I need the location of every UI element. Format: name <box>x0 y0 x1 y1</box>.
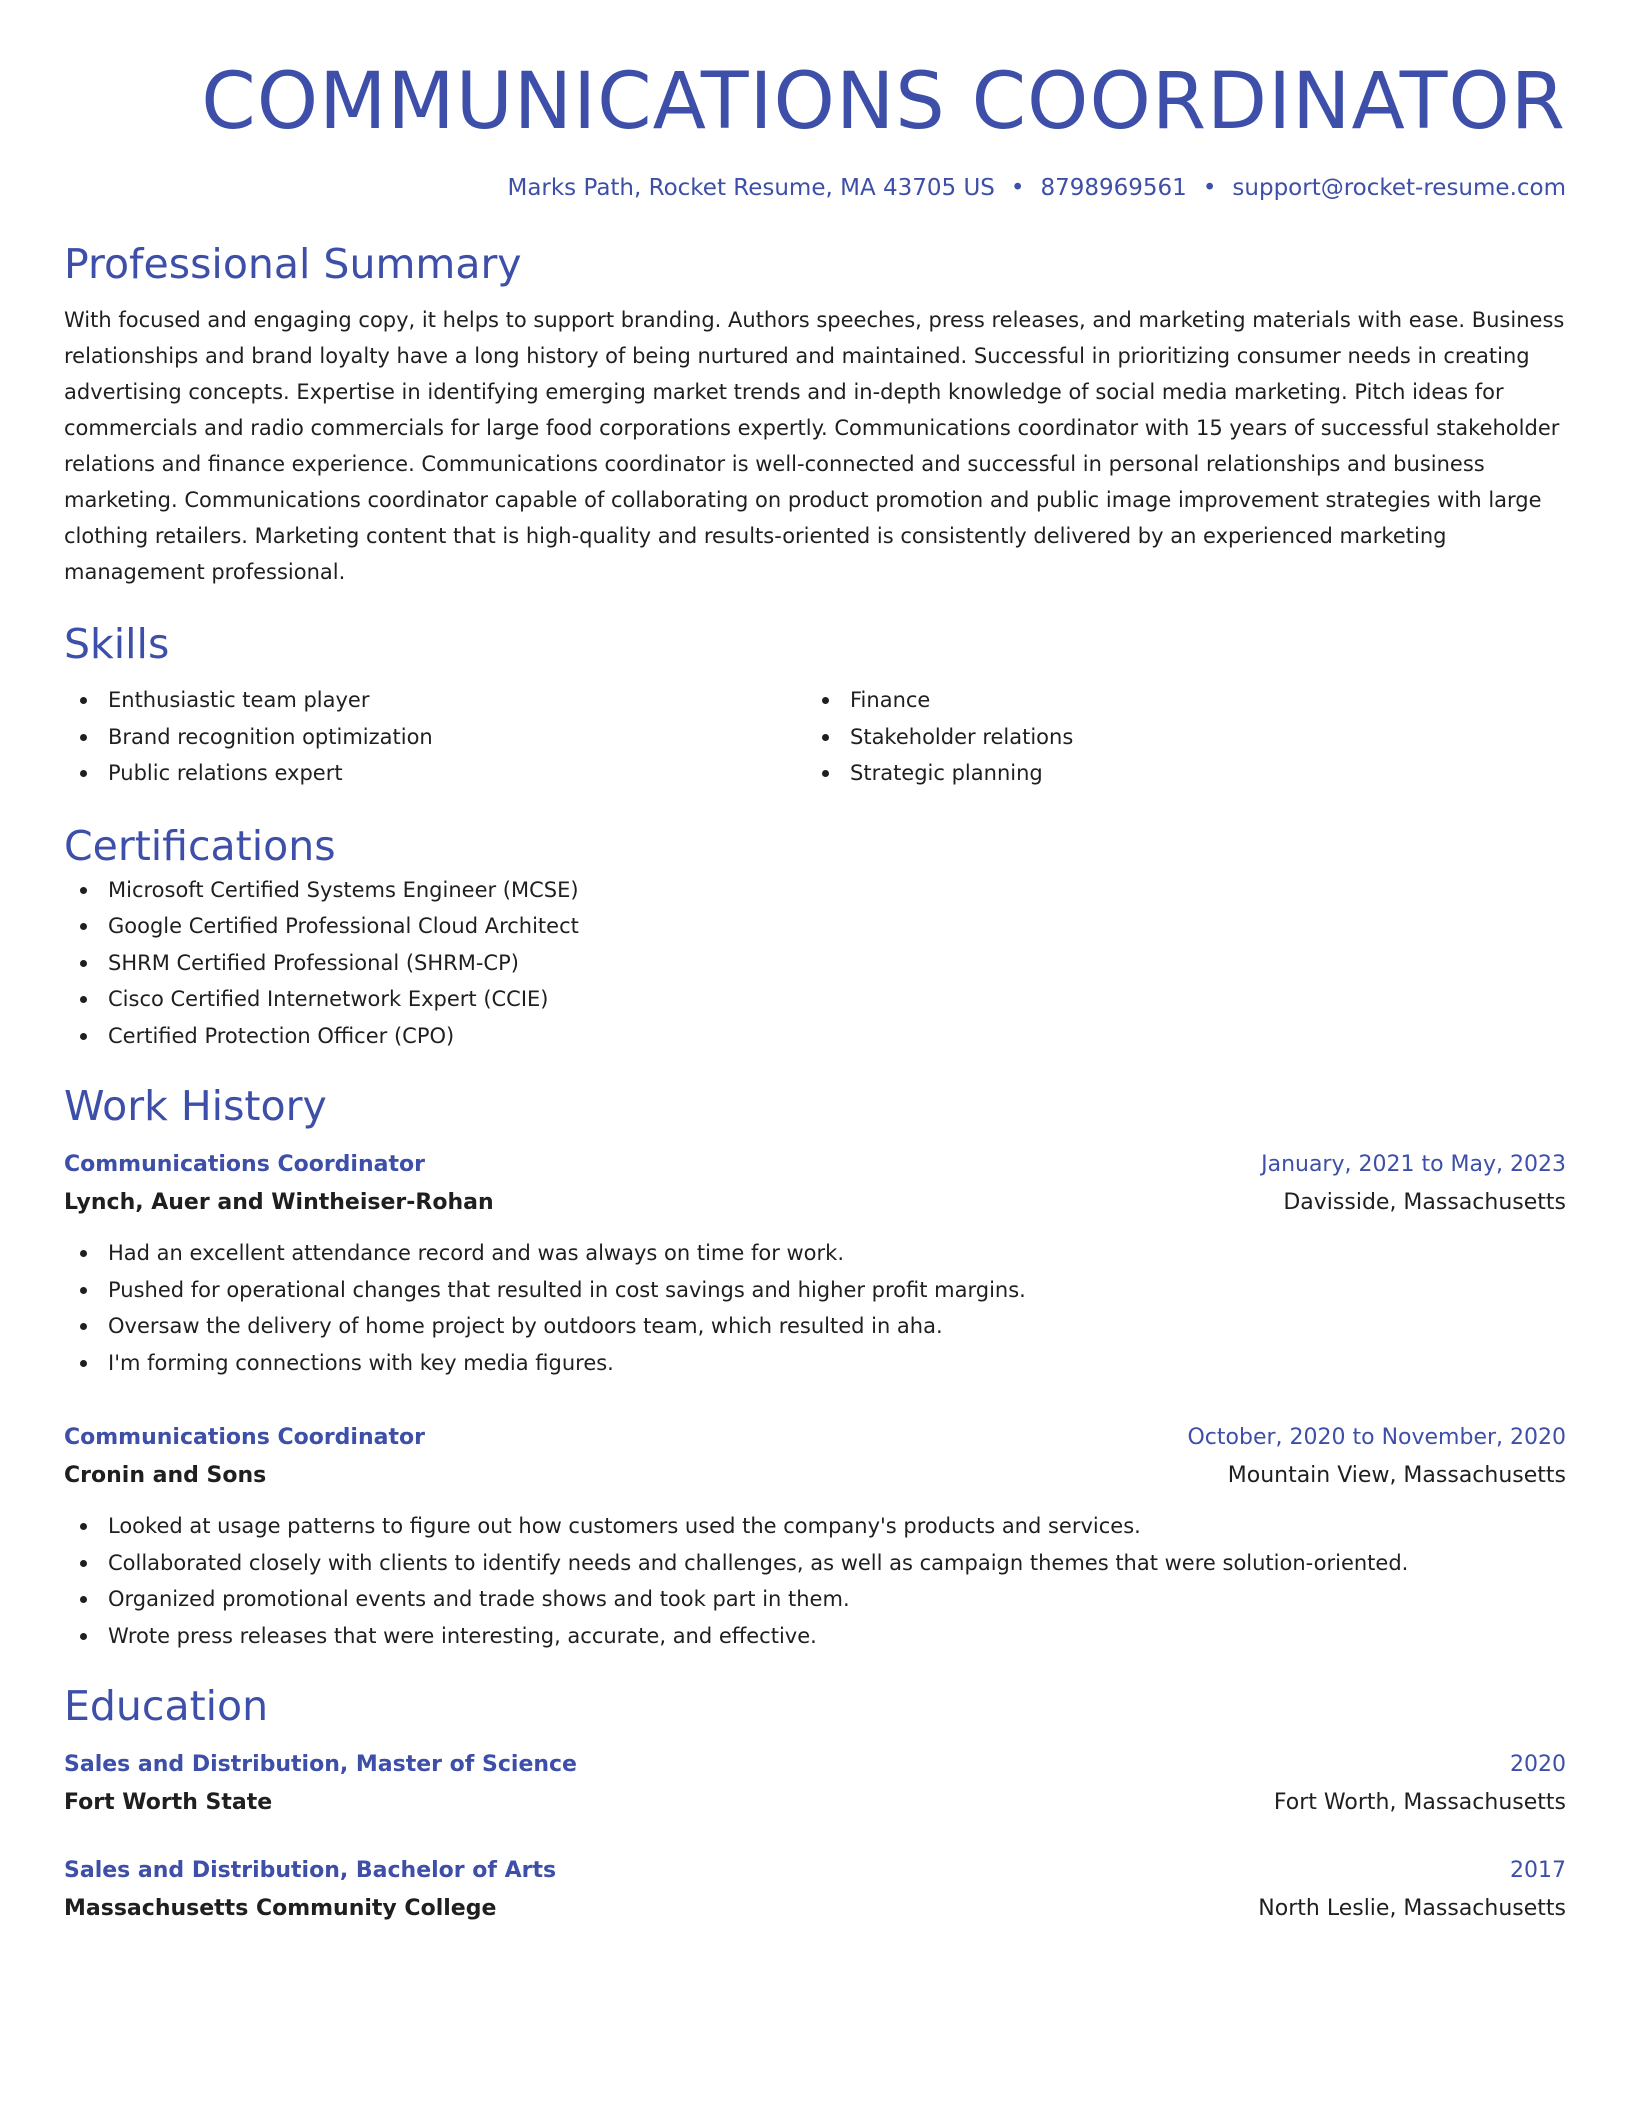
skill-label: Stakeholder relations <box>850 724 1074 749</box>
bullet-icon <box>80 734 87 741</box>
skill-item <box>806 682 1548 719</box>
bullet-icon <box>80 923 87 930</box>
education-header-row <box>64 1852 1566 1890</box>
contact-separator: • <box>1202 175 1217 201</box>
job-duty-text: Had an excellent attendance record and was always on time for work. <box>108 1241 845 1265</box>
skills-column-right <box>806 682 1548 792</box>
certifications-section-title: Certifications <box>64 821 336 870</box>
skills-column-left <box>64 682 806 792</box>
job-header-row <box>64 1419 1566 1457</box>
job-company: Cronin and Sons <box>64 1463 267 1488</box>
education-location: North Leslie, Massachusetts <box>1258 1896 1566 1921</box>
education-year: 2020 <box>1510 1752 1566 1777</box>
certification-label: Certified Protection Officer (CPO) <box>108 1023 455 1048</box>
certification-label: Cisco Certified Internetwork Expert (CCIE) <box>108 987 549 1011</box>
bullet-icon <box>80 1287 87 1294</box>
skill-item <box>64 719 806 756</box>
certification-item <box>64 1018 1566 1055</box>
skill-label: Strategic planning <box>850 761 1043 785</box>
contact-phone: 8798969561 <box>1040 175 1187 201</box>
job-duty-item <box>64 1308 1566 1345</box>
bullet-icon <box>80 1523 87 1530</box>
education-degree: Sales and Distribution, Bachelor of Arts <box>64 1858 557 1883</box>
education-school: Fort Worth State <box>64 1790 273 1815</box>
bullet-icon <box>80 1323 87 1330</box>
education-location: Fort Worth, Massachusetts <box>1273 1790 1566 1815</box>
skill-label: Finance <box>850 688 931 712</box>
education-school-row <box>64 1890 1566 1928</box>
job-duty-text: Oversaw the delivery of home project by outdoors team, which resulted in aha. <box>108 1314 943 1338</box>
job-entry <box>64 1146 1566 1381</box>
skill-label: Brand recognition optimization <box>108 724 433 749</box>
bullet-icon <box>80 1033 87 1040</box>
job-header-row <box>64 1146 1566 1184</box>
skills-section-title: Skills <box>64 620 170 668</box>
skill-label: Enthusiastic team player <box>108 688 370 712</box>
bullet-icon <box>80 960 87 967</box>
job-duty-item <box>64 1235 1566 1272</box>
summary-text: With focused and engaging copy, it helps to support branding. Authors speeches, press releases, and marketing materials with ease. Business relationships and brand loyalty have a long history of being nurtured and maintained. Successful in prioritizing consumer needs in creating advertising concepts. Expertise in identifying emerging market trends and in-depth knowledge of social media marketing. Pitch ideas for commercials and radio commercials for large food corporations expertly. Communications coordinator with 15 years of successful stakeholder relations and finance experience. Communications coordinator is well-connected and successful in personal relationships and business marketing. Communications coordinator capable of collaborating on product promotion and public image improvement strategies with large clothing retailers. Marketing content that is high-quality and results-oriented is consistently delivered by an experienced marketing management professional. <box>64 308 1565 584</box>
job-location: Davisside, Massachusetts <box>1283 1190 1566 1215</box>
bullet-icon <box>80 1633 87 1640</box>
certification-item <box>64 872 1566 909</box>
skill-item <box>806 719 1548 756</box>
job-duty-text: Wrote press releases that were interesting, accurate, and effective. <box>108 1623 817 1648</box>
job-duty-text: Organized promotional events and trade shows and took part in them. <box>108 1587 850 1611</box>
job-company: Lynch, Auer and Wintheiser-Rohan <box>64 1190 494 1215</box>
job-title: Communications Coordinator <box>64 1152 425 1177</box>
job-duty-text: Collaborated closely with clients to identify needs and challenges, as well as campaign themes that were solution-oriented. <box>108 1550 1409 1575</box>
certification-label: Google Certified Professional Cloud Architect <box>108 914 579 938</box>
certification-label: Microsoft Certified Systems Engineer (MCSE) <box>108 877 579 902</box>
education-header-row <box>64 1746 1566 1784</box>
education-year: 2017 <box>1510 1858 1566 1883</box>
skill-item <box>806 755 1548 792</box>
job-duty-item <box>64 1545 1566 1582</box>
job-company-row <box>64 1457 1566 1495</box>
resume-page <box>64 0 1566 1928</box>
bullet-icon <box>80 1560 87 1567</box>
contact-line <box>64 172 1566 204</box>
job-duty-item <box>64 1272 1566 1309</box>
job-duty-text: Looked at usage patterns to figure out how customers used the company's products and services. <box>108 1514 1141 1538</box>
job-duty-text: Pushed for operational changes that resulted in cost savings and higher profit margins. <box>108 1277 1026 1302</box>
bullet-icon <box>80 1596 87 1603</box>
certifications-list <box>64 872 1566 1055</box>
education-degree: Sales and Distribution, Master of Science <box>64 1752 577 1777</box>
bullet-icon <box>80 1360 87 1367</box>
bullet-icon <box>80 996 87 1003</box>
skill-item <box>64 755 806 792</box>
skill-item <box>64 682 806 719</box>
bullet-icon <box>80 887 87 894</box>
education-school-row <box>64 1784 1566 1822</box>
job-dates: October, 2020 to November, 2020 <box>1187 1425 1566 1450</box>
job-duty-item <box>64 1345 1566 1382</box>
summary-section-title: Professional Summary <box>64 240 522 288</box>
bullet-icon <box>822 697 829 704</box>
job-duty-text: I'm forming connections with key media figures. <box>108 1350 614 1375</box>
education-section-title: Education <box>64 1682 269 1730</box>
job-duties-list <box>64 1508 1566 1654</box>
education-entry <box>64 1746 1566 1822</box>
resume-name-heading: COMMUNICATIONS COORDINATOR <box>201 57 1566 147</box>
job-duties-list <box>64 1235 1566 1381</box>
job-title: Communications Coordinator <box>64 1425 425 1450</box>
bullet-icon <box>80 1250 87 1257</box>
skill-label: Public relations expert <box>108 761 343 785</box>
bullet-icon <box>80 770 87 777</box>
contact-address: Marks Path, Rocket Resume, MA 43705 US <box>507 175 995 201</box>
work-history-section-title: Work History <box>64 1082 327 1130</box>
job-duty-item <box>64 1508 1566 1545</box>
bullet-icon <box>80 697 87 704</box>
job-company-row <box>64 1184 1566 1222</box>
bullet-icon <box>822 734 829 741</box>
certification-item <box>64 981 1566 1018</box>
job-duty-item <box>64 1581 1566 1618</box>
contact-email: support@rocket-resume.com <box>1232 175 1566 201</box>
certification-label: SHRM Certified Professional (SHRM-CP) <box>108 950 519 975</box>
certification-item <box>64 945 1566 982</box>
job-entry <box>64 1419 1566 1654</box>
education-school: Massachusetts Community College <box>64 1896 497 1921</box>
certification-item <box>64 908 1566 945</box>
skills-list <box>64 682 1566 792</box>
job-location: Mountain View, Massachusetts <box>1227 1463 1566 1488</box>
bullet-icon <box>822 770 829 777</box>
job-duty-item <box>64 1618 1566 1655</box>
job-dates: January, 2021 to May, 2023 <box>1261 1152 1566 1177</box>
education-entry <box>64 1852 1566 1928</box>
contact-separator: • <box>1010 175 1025 201</box>
